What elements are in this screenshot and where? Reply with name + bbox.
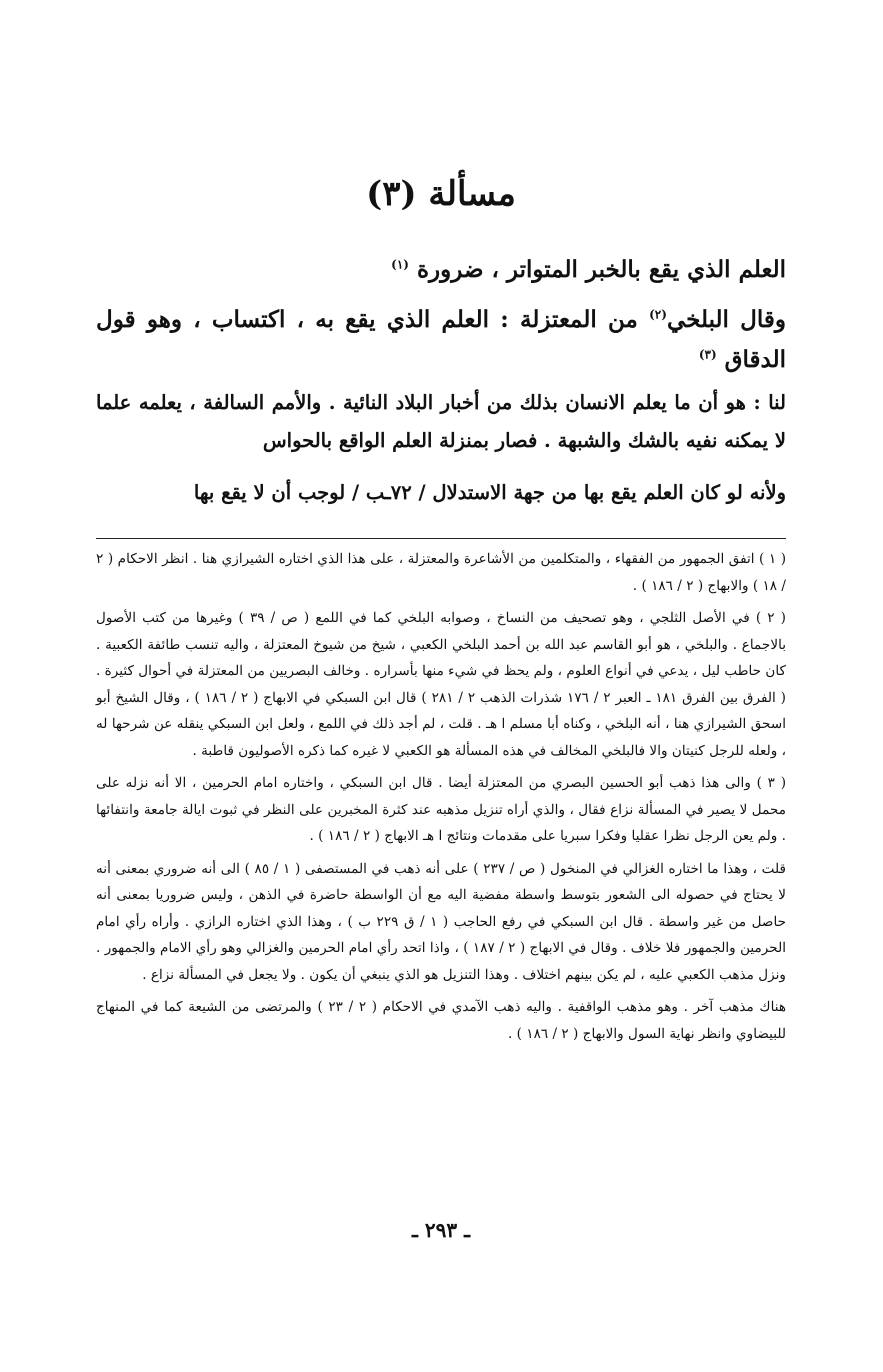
main-text: [96, 250, 786, 512]
body-paragraph-2: ولأنه لو كان العلم يقع بها من جهة الاستدلال / ٧٢ـب / لوجب أن لا يقع بها: [193, 481, 786, 504]
footnote-3-continued: قلت ، وهذا ما اختاره الغزالي في المنخول ( ص / ٢٣٧ ) على أنه ذهب في المستصفى ( ١ / ٨٥ ) الى أنه ضروري بمعنى أنه لا يحتاج في حصوله الى الشعور بتوسط واسطة مفضية اليه مع أن الواسطة حاضرة في الذهن ، وليس ضروريا بمعنى أنه حاصل من غير واسطة . قال ابن السبكي في رفع الحاجب ( ١ / ق ٢٢٩ ب ) ، وهذا الذي اختاره الرازي . وأراه رأي امام الحرمين والجمهور فلا خلاف . وقال في الابهاج ( ٢ / ١٨٧ ) ، واذا اتحد رأي امام الحرمين والغزالي وهو رأي الامام والجمهور . ونزل مذهب الكعبي عليه ، لم يكن بينهم اختلاف . وهذا التنزيل هو الذي ينبغي أن يكون . ولا يجعل في المسألة نزاع .: [96, 860, 787, 983]
footnote-3-other-view: هناك مذهب آخر . وهو مذهب الواقفية . واليه ذهب الآمدي في الاحكام ( ٢ / ٢٣ ) والمرتضى من الشيعة كما في المنهاج للبيضاوي وانظر نهاية السول والابهاج ( ٢ / ١٨٦ ) .: [96, 999, 786, 1042]
heading-2-text-a: وقال البلخي: [666, 306, 786, 333]
footnote-ref-1: (١): [391, 257, 409, 272]
footnotes-section: [96, 546, 786, 1047]
book-page: [96, 0, 786, 1372]
footnote-2: ( ٢ ) في الأصل الثلجي ، وهو تصحيف من النساخ ، وصوابه البلخي كما في اللمع ( ص / ٣٩ ) وغيرها من كتب الأصول بالاجماع . والبلخي ، هو أبو القاسم عبد الله بن أحمد البلخي الكعبي ، شيخ من شيوخ المعتزلة ، واليه تنسب طائفة الكعبية . كان حاطب ليل ، يدعي في أنواع العلوم ، ولم يحظ في شيء منها بأسراره . وخالف البصريين من المعتزلة في أحوال كثيرة . ( الفرق بين الفرق ١٨١ ـ العبر ٢ / ١٧٦ شذرات الذهب ٢ / ٢٨١ ) قال ابن السبكي في الابهاج ( ٢ / ١٨٦ ) ، وقال الشيخ أبو اسحق الشيرازي هنا ، أنه البلخي ، وكناه أبا مسلم ا هـ . قلت ، لم أجد ذلك في اللمع ، ولعل ابن السبكي ينقله عن شرحها له ، ولعله للرجل كنيتان والا فالبلخي المخالف في هذه المسألة هو الكعبي لا غيره كما ذكره الأصوليون قاطبة .: [96, 610, 786, 759]
heading-line-1: [96, 250, 786, 290]
footnote-ref-3: (٣): [698, 347, 717, 362]
footnote-divider: [96, 538, 786, 539]
heading-1-text: العلم الذي يقع بالخبر المتواتر ، ضرورة: [416, 256, 786, 283]
heading-line-2: [96, 300, 786, 380]
footnote-3: ( ٣ ) والى هذا ذهب أبو الحسين البصري من المعتزلة أيضا . قال ابن السبكي ، واختاره امام الحرمين ، الا أنه نزله على محمل لا يصير في المسألة نزاع فقال ، والذي أراه تنزيل مذهبه عند كثرة المخبرين على النظر في ثبوت ايالة جامعة وانتفائها . ولم يعن الرجل نظرا عقليا وفكرا سبريا على مقدمات ونتائج ا هـ الابهاج ( ٢ / ١٨٦ ) .: [96, 775, 787, 844]
body-paragraph-1: لنا : هو أن ما يعلم الانسان بذلك من أخبار البلاد النائية . والأمم السالفة ، يعلمه علما لا يمكنه نفيه بالشك والشبهة . فصار بمنزلة العلم الواقع بالحواس: [96, 391, 786, 452]
page-number: ـ ٢٩٣ ـ: [412, 1218, 470, 1242]
issue-title: مسألة (٣): [366, 174, 516, 214]
heading-2-text-b: من المعتزلة : العلم الذي يقع به ، اكتساب ، وهو قول الدقاق: [96, 306, 786, 373]
footnote-1: ( ١ ) اتفق الجمهور من الفقهاء ، والمتكلمين من الأشاعرة والمعتزلة ، على هذا الذي اختاره الشيرازي هنا . انظر الاحكام ( ٢ / ١٨ ) والابهاج ( ٢ / ١٨٦ ) .: [96, 551, 786, 594]
footnote-ref-2: (٢): [649, 307, 667, 322]
